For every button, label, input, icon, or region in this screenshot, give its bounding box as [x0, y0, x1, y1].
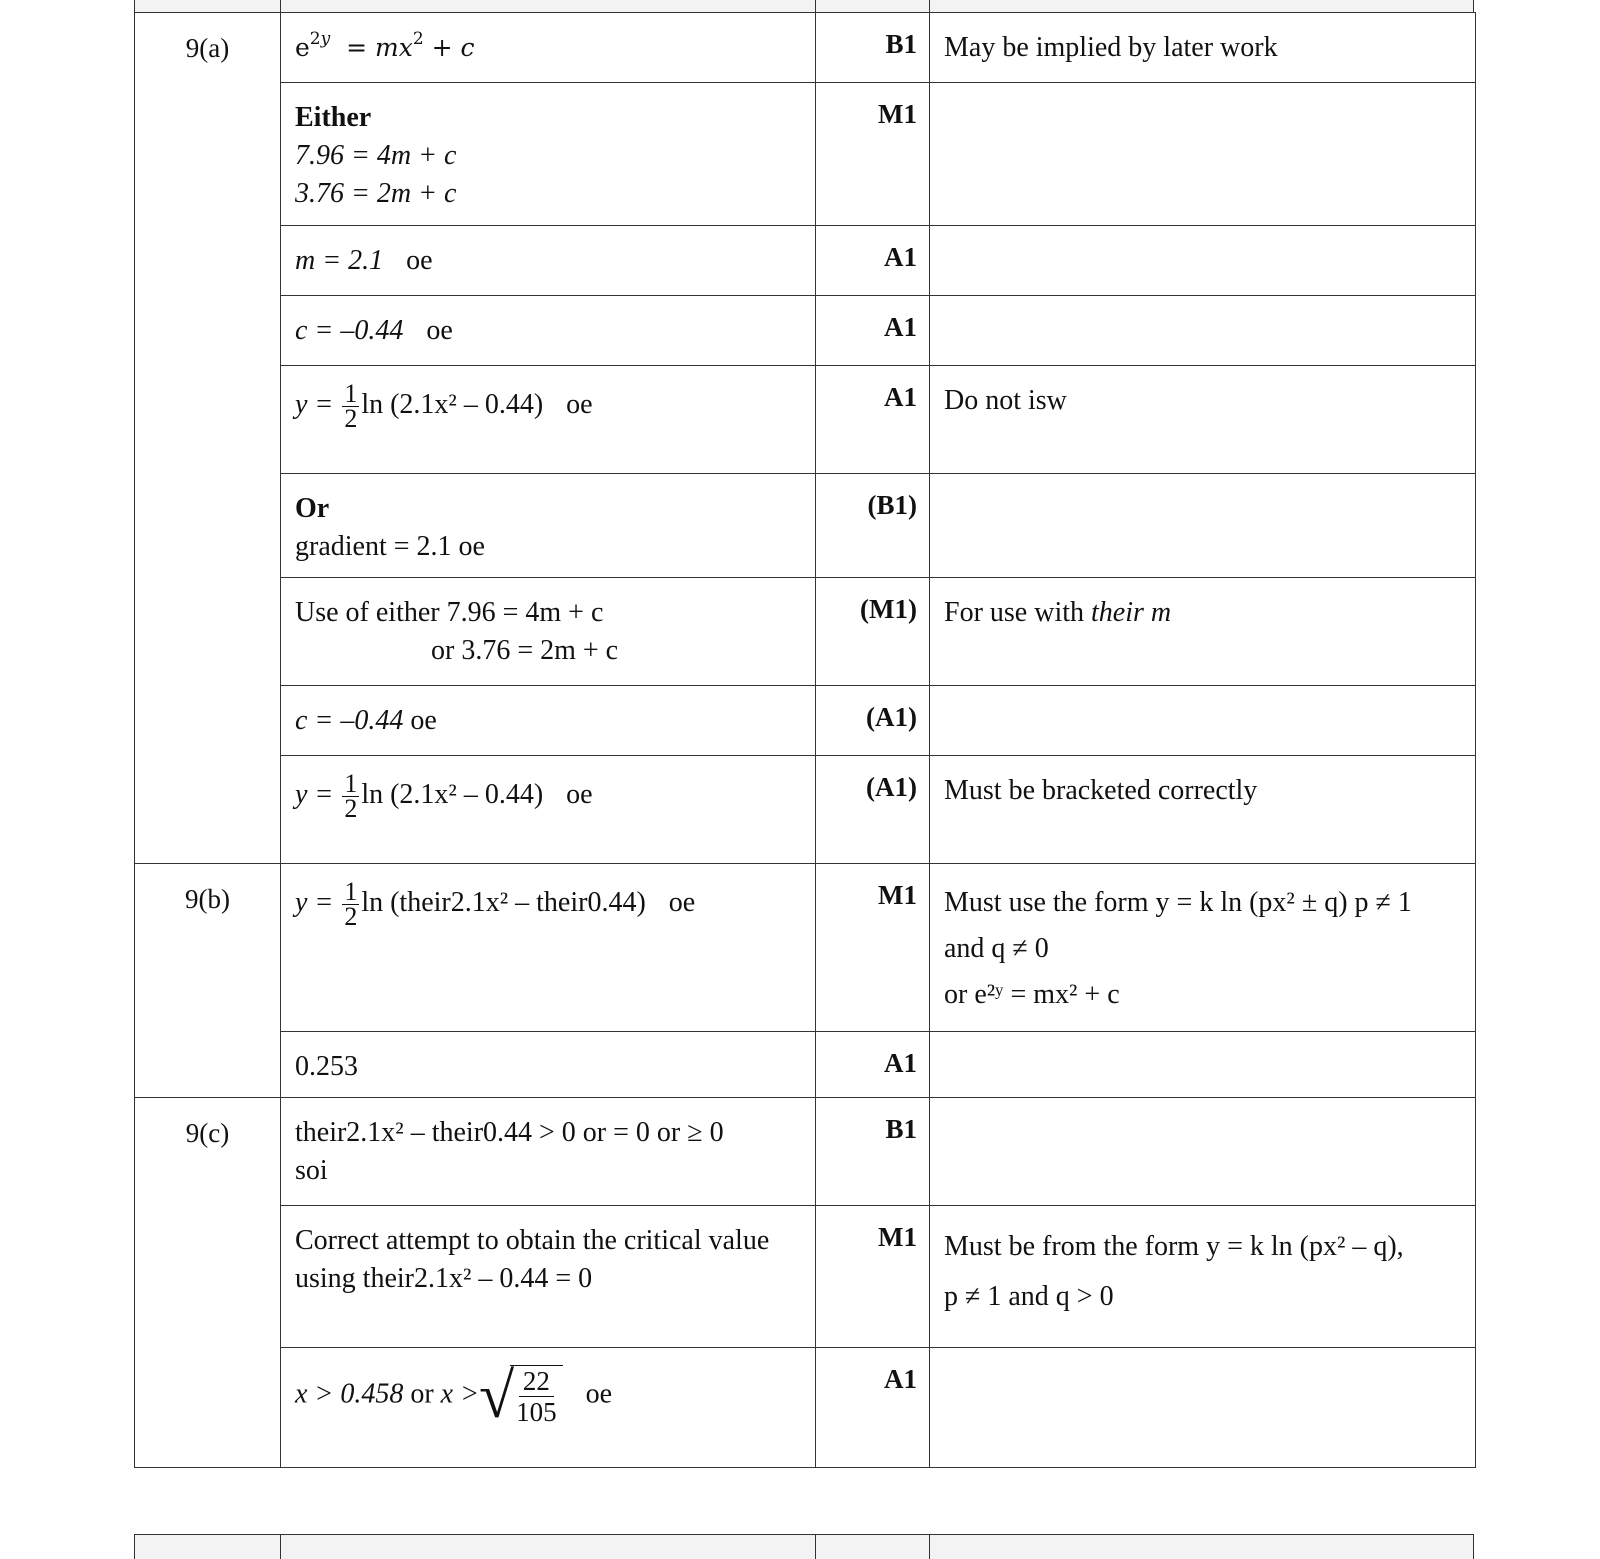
answer-cell: [281, 686, 816, 756]
mark-cell: (A1): [816, 686, 930, 756]
table-row: [135, 1098, 1476, 1206]
table-row: [135, 83, 1476, 226]
answer-text: c = –0.44: [295, 705, 404, 736]
answer-cell: [281, 366, 816, 474]
formula-lhs: y =: [295, 886, 334, 918]
guidance-cell: Must be bracketed correctly: [930, 756, 1476, 864]
guidance-line-1: Must use the form y = k ln (px² ± q) p ≠ 1: [944, 887, 1412, 918]
answer-cell: [281, 83, 816, 226]
either-label: Either: [295, 102, 372, 133]
table-row: [135, 1206, 1476, 1348]
guidance-line-2: and q ≠ 0: [944, 933, 1049, 964]
fraction: $\frac{1}{2}$: [344, 769, 358, 823]
guidance-line-3: or e²ʸ = mx² + c: [944, 979, 1120, 1010]
question-number: 9(c): [135, 1098, 281, 1468]
answer-cell: [281, 1206, 816, 1348]
guidance-cell: [930, 474, 1476, 578]
answer-part-2: x >: [440, 1378, 479, 1410]
mark-cell: M1: [816, 864, 930, 1032]
oe-text: oe: [406, 245, 433, 276]
guidance-cell: [930, 686, 1476, 756]
mark-cell: A1: [816, 1348, 930, 1468]
table-row: [135, 13, 1476, 83]
answer-cell: 0.253: [281, 1032, 816, 1098]
answer-text: c = –0.44: [295, 315, 404, 346]
table-row: [135, 474, 1476, 578]
mark-cell: (M1): [816, 578, 930, 686]
guidance-cell: [930, 226, 1476, 296]
table-row: [135, 366, 1476, 474]
table-row: [135, 226, 1476, 296]
table-row: [135, 296, 1476, 366]
answer-cell: [281, 578, 816, 686]
mark-cell: (B1): [816, 474, 930, 578]
formula-lhs: y =: [295, 778, 334, 810]
guidance-cell: [930, 1206, 1476, 1348]
oe-text: oe: [410, 705, 437, 736]
guidance-italic: their m: [1091, 597, 1172, 628]
oe-text: oe: [585, 1378, 613, 1410]
table-row: [135, 578, 1476, 686]
table-row: [135, 686, 1476, 756]
guidance-cell: [930, 864, 1476, 1032]
guidance-text: For use with: [944, 597, 1091, 628]
guidance-line-2: p ≠ 1 and q > 0: [944, 1281, 1114, 1312]
answer-cell: $e^{2y} = mx^2 + c$: [281, 13, 816, 83]
question-number: 9(b): [135, 864, 281, 1098]
guidance-cell: Do not isw: [930, 366, 1476, 474]
mark-cell: M1: [816, 83, 930, 226]
or-word: or: [410, 1378, 434, 1410]
oe-text: oe: [566, 778, 593, 810]
guidance-cell: [930, 83, 1476, 226]
mark-cell: M1: [816, 1206, 930, 1348]
or-label: Or: [295, 493, 330, 524]
guidance-cell: [930, 578, 1476, 686]
mark-cell: A1: [816, 296, 930, 366]
fraction: $\frac{1}{2}$: [344, 379, 358, 433]
mark-cell: A1: [816, 366, 930, 474]
fraction: $\frac{1}{2}$: [344, 877, 358, 931]
table-row: [135, 756, 1476, 864]
guidance-cell: [930, 296, 1476, 366]
answer-line-2: or 3.76 = 2m + c: [431, 635, 619, 666]
oe-text: oe: [426, 315, 453, 346]
answer-line-1: Use of either 7.96 = 4m + c: [295, 597, 604, 628]
equation-2: 3.76 = 2m + c: [295, 178, 457, 209]
answer-cell: [281, 1098, 816, 1206]
guidance-cell: May be implied by later work: [930, 13, 1476, 83]
answer-cell: [281, 226, 816, 296]
question-number: 9(a): [135, 13, 281, 864]
answer-text: gradient = 2.1 oe: [295, 531, 485, 562]
mark-cell: B1: [816, 1098, 930, 1206]
answer-line-1: their2.1x² – their0.44 > 0 or = 0 or ≥ 0: [295, 1117, 724, 1148]
guidance-cell: [930, 1348, 1476, 1468]
answer-line-2: soi: [295, 1155, 328, 1186]
formula-body: ln (2.1x² – 0.44): [361, 388, 544, 420]
mark-cell: B1: [816, 13, 930, 83]
formula-body: ln (2.1x² – 0.44): [361, 778, 544, 810]
guidance-cell: [930, 1032, 1476, 1098]
answer-line-2: using their2.1x² – 0.44 = 0: [295, 1263, 593, 1294]
formula-lhs: y =: [295, 388, 334, 420]
answer-line-1: Correct attempt to obtain the critical value: [295, 1225, 770, 1256]
square-root-fraction: √ 22 105: [479, 1364, 563, 1428]
answer-cell: [281, 474, 816, 578]
guidance-line-1: Must be from the form y = k ln (px² – q),: [944, 1231, 1404, 1262]
mark-cell: A1: [816, 226, 930, 296]
formula-body: ln (their2.1x² – their0.44): [361, 886, 646, 918]
oe-text: oe: [668, 886, 696, 918]
mark-cell: A1: [816, 1032, 930, 1098]
answer-text: m = 2.1: [295, 245, 384, 276]
mark-cell: (A1): [816, 756, 930, 864]
table-row: [135, 1348, 1476, 1468]
answer-part-1: x > 0.458: [295, 1378, 404, 1410]
answer-cell: [281, 756, 816, 864]
table-row: [135, 864, 1476, 1032]
equation-1: 7.96 = 4m + c: [295, 140, 457, 171]
next-table-edge: [134, 1534, 1474, 1559]
answer-cell: [281, 864, 816, 1032]
answer-cell: [281, 296, 816, 366]
guidance-cell: [930, 1098, 1476, 1206]
table-row: [135, 1032, 1476, 1098]
mark-scheme-table: [134, 12, 1476, 1468]
answer-cell: [281, 1348, 816, 1468]
oe-text: oe: [566, 388, 593, 420]
